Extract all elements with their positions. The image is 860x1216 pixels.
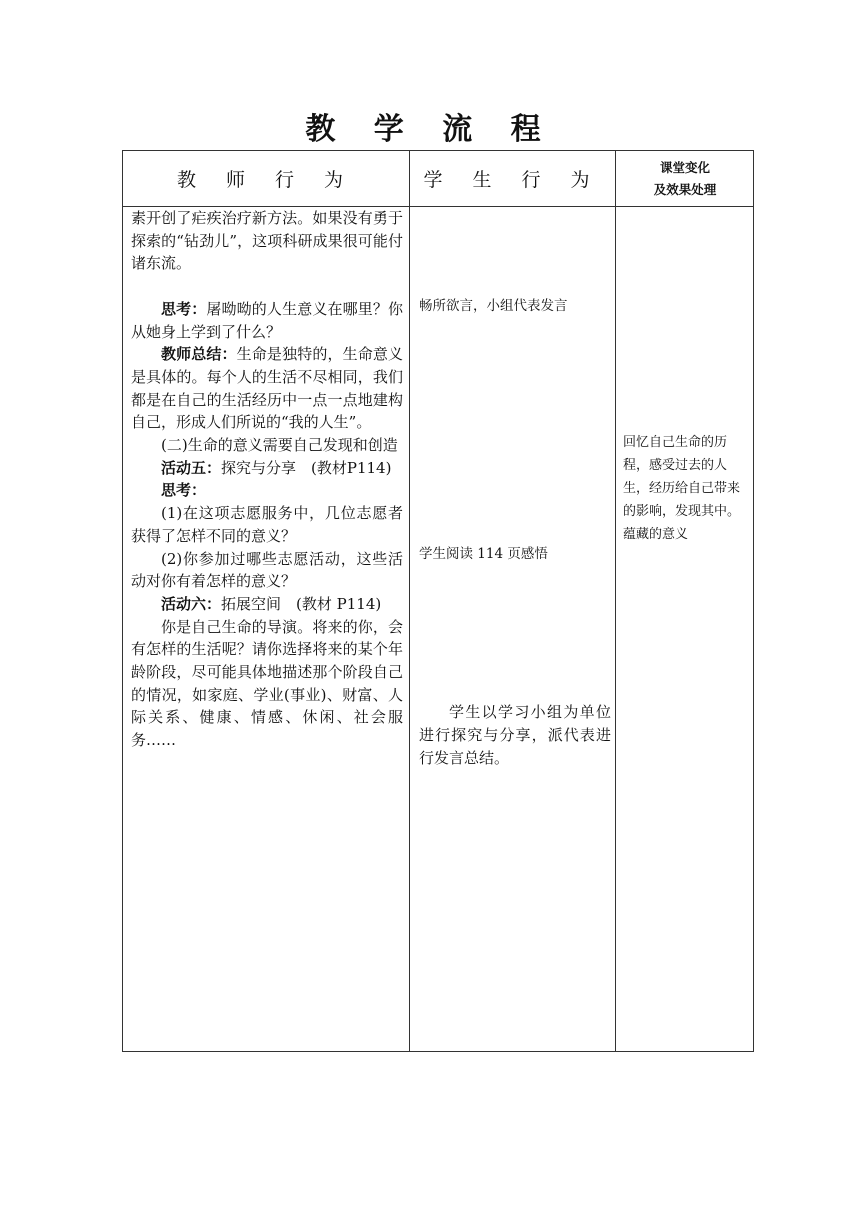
teacher-actions-cell (131, 207, 403, 752)
teacher-paragraph-final: 你是自己生命的导演。将来的你，会有怎样的生活呢？请你选择将来的某个年龄阶段，尽可能具体地描述那个阶段自己的情况，如家庭、学业(事业)、财富、人际关系、健康、情感、休闲、社会服务…… (131, 617, 403, 750)
section-heading: (二)生命的意义需要自己发现和创造 (161, 436, 398, 455)
student-item-3 (419, 701, 611, 769)
think-text: 屠呦呦的人生意义在哪里？你从她身上学到了什么？ (131, 299, 403, 341)
activity-five-text: 探究与分享 (教材P114) (221, 458, 392, 477)
activity-six-label: 活动六： (161, 594, 222, 613)
class-effects-cell: 回忆自己生命的历程，感受过去的人生，经历给自己带来的影响，发现其中。蕴藏的意义 (623, 435, 741, 542)
column-divider (409, 151, 410, 1051)
summary-label: 教师总结： (161, 345, 237, 364)
teacher-paragraph: 素开创了疟疾治疗新方法。如果没有勇于探索的“钻劲儿”，这项科研成果很可能付诸东流。 (131, 209, 403, 273)
page-title: 教 学 流 程 (305, 112, 555, 147)
summary-text: 生命是独特的，生命意义是具体的。每个人的生活不尽相同，我们都是在自己的生活经历中一点一点地建构自己，形成人们所说的“我的人生”。 (131, 345, 403, 432)
think-label-2: 思考： (161, 481, 207, 500)
header-class-effects (616, 151, 754, 206)
student-item-3-text: 学生以学习小组为单位进行探究与分享，派代表进行发言总结。 (419, 703, 611, 767)
think-label: 思考： (161, 299, 207, 318)
activity-five-label: 活动五： (161, 458, 222, 477)
column-divider (615, 151, 616, 1051)
header-effects-line1: 课堂变化 (659, 159, 710, 175)
teacher-summary (131, 343, 403, 434)
header-teacher-actions (123, 151, 409, 206)
think-question-1 (131, 298, 403, 343)
activity-six-text: 拓展空间 (教材 P114) (221, 594, 382, 613)
question-1: (1)在这项志愿服务中，几位志愿者获得了怎样不同的意义？ (131, 504, 403, 545)
activity-five (131, 457, 403, 480)
lesson-flow-table (122, 150, 754, 1052)
student-item-1: 畅所欲言，小组代表发言 (419, 298, 568, 314)
question-2: (2)你参加过哪些志愿活动，这些活动对你有着怎样的意义？ (131, 549, 403, 591)
header-effects-line2: 及效果处理 (653, 181, 717, 197)
header-student-actions (410, 151, 615, 206)
student-item-2: 学生阅读 114 页感悟 (419, 546, 548, 562)
header-teacher-label: 教 师 行 为 (176, 169, 356, 191)
header-student-label: 学 生 行 为 (423, 169, 602, 191)
activity-six (131, 593, 403, 616)
spacer (131, 275, 403, 298)
